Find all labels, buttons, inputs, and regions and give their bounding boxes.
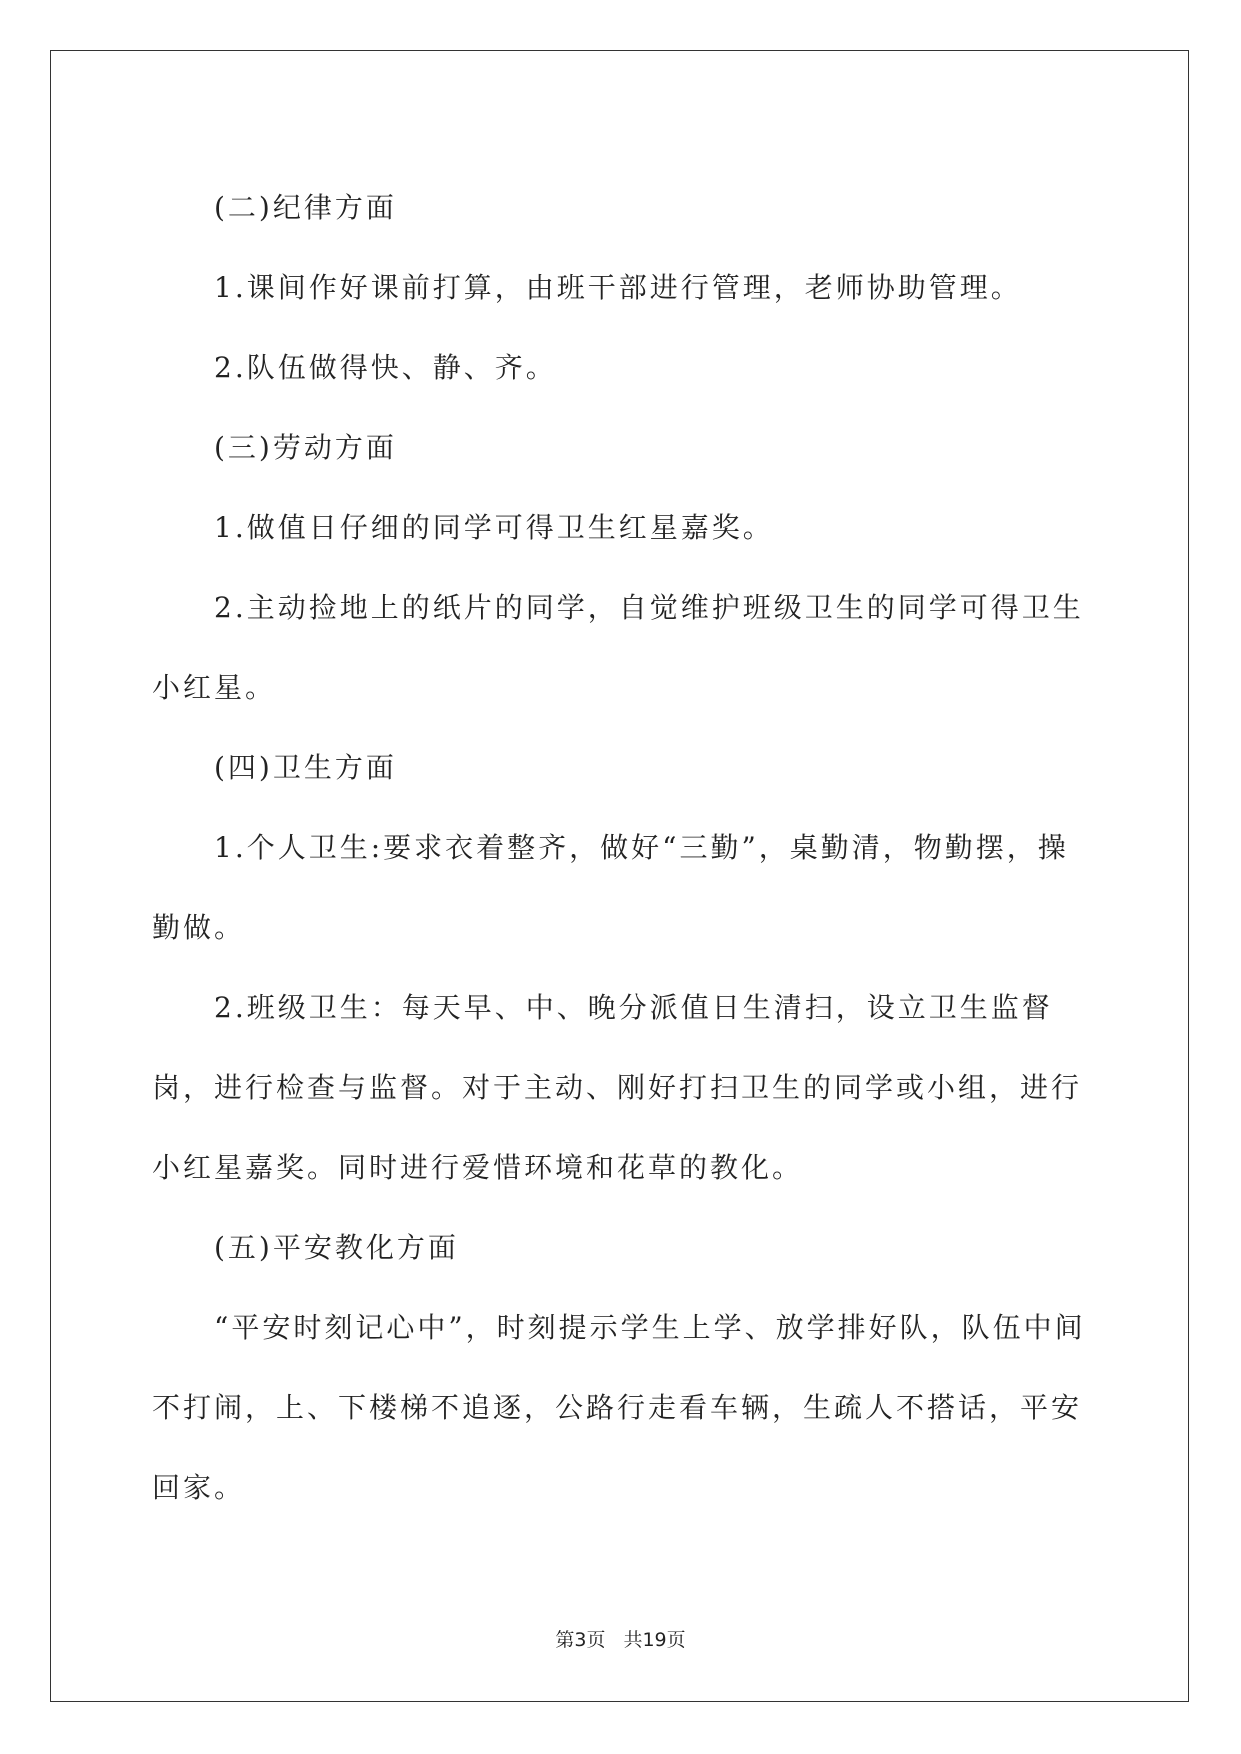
total-prefix: 共 bbox=[623, 1629, 643, 1651]
total-pages: 19 bbox=[642, 1629, 667, 1651]
section-heading-labor: (三)劳动方面 bbox=[214, 431, 397, 464]
section-heading-discipline: (二)纪律方面 bbox=[214, 191, 397, 224]
section-heading-hygiene: (四)卫生方面 bbox=[214, 751, 397, 784]
paragraph: 1.做值日仔细的同学可得卫生红星嘉奖。 bbox=[214, 511, 774, 544]
section-heading-safety: (五)平安教化方面 bbox=[214, 1231, 459, 1264]
paragraph: 2.班级卫生：每天早、中、晚分派值日生清扫，设立卫生监督岗，进行检查与监督。对于主动、刚好打扫卫生的同学或小组，进行小红星嘉奖。同时进行爱惜环境和花草的教化。 bbox=[152, 991, 1083, 1184]
page-number: 3 bbox=[574, 1629, 587, 1651]
paragraph: “平安时刻记心中”，时刻提示学生上学、放学排好队，队伍中间不打闹，上、下楼梯不追逐，公路行走看车辆，生疏人不搭话，平安回家。 bbox=[152, 1311, 1086, 1504]
page-footer bbox=[0, 1625, 1241, 1652]
page-prefix: 第 bbox=[555, 1629, 575, 1651]
total-suffix: 页 bbox=[666, 1629, 686, 1651]
document-body bbox=[152, 168, 1092, 1528]
paragraph: 1.课间作好课前打算，由班干部进行管理，老师协助管理。 bbox=[214, 271, 1022, 304]
paragraph: 2.主动捡地上的纸片的同学，自觉维护班级卫生的同学可得卫生小红星。 bbox=[152, 591, 1084, 704]
paragraph: 2.队伍做得快、静、齐。 bbox=[214, 351, 557, 384]
page-suffix: 页 bbox=[586, 1629, 606, 1651]
paragraph: 1.个人卫生:要求衣着整齐，做好“三勤”，桌勤清，物勤摆，操勤做。 bbox=[152, 831, 1069, 944]
